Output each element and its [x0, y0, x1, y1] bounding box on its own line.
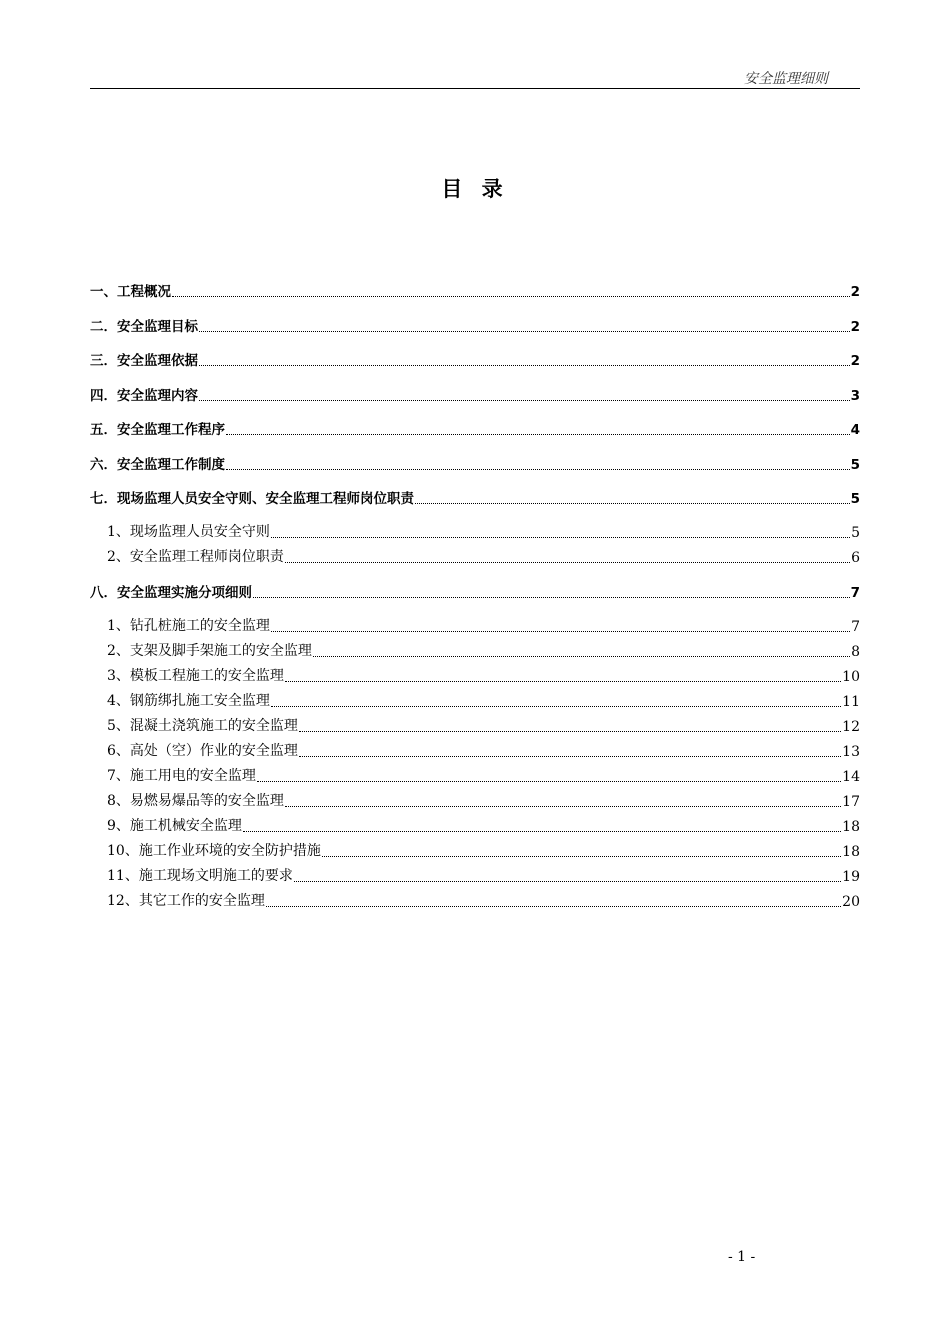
toc-page-number: 5	[850, 456, 860, 473]
toc-dot-leader	[271, 536, 850, 538]
toc-entry-label: 12、其它工作的安全监理	[107, 892, 265, 909]
toc-entry-label: 七．现场监理人员安全守则、安全监理工程师岗位职责	[90, 491, 414, 507]
toc-entry-label: 1、现场监理人员安全守则	[107, 524, 270, 540]
toc-entry-label: 四．安全监理内容	[90, 387, 198, 404]
toc-entry-label: 2、安全监理工程师岗位职责	[107, 549, 284, 565]
toc-page-number: 11	[842, 693, 860, 710]
toc-dot-leader	[243, 830, 841, 832]
toc-dot-leader	[199, 399, 850, 401]
toc-dot-leader	[285, 805, 841, 807]
toc-page-number: 5	[851, 525, 860, 541]
header-rule	[90, 88, 860, 89]
toc-entry[interactable]	[90, 384, 860, 404]
toc-dot-leader	[199, 330, 850, 332]
toc-dot-leader	[172, 295, 850, 297]
toc-dot-leader	[299, 730, 841, 732]
toc-entry-label: 六．安全监理工作制度	[90, 456, 225, 473]
toc-entry-label: 一、工程概况	[90, 284, 171, 300]
toc-page-number: 18	[842, 818, 860, 835]
toc-entry[interactable]	[90, 453, 860, 473]
toc-subentry[interactable]	[90, 715, 860, 735]
toc-page-number: 17	[842, 793, 860, 810]
toc-subentry[interactable]	[90, 521, 860, 541]
toc-entry-label: 7、施工用电的安全监理	[107, 767, 256, 784]
toc-page-number: 18	[842, 843, 860, 860]
toc-entry[interactable]	[90, 280, 860, 300]
toc-page-number: 2	[850, 284, 860, 300]
toc-subentry[interactable]	[90, 740, 860, 760]
toc-page-number: 5	[850, 491, 860, 507]
toc-entry-label: 9、施工机械安全监理	[107, 817, 242, 834]
toc-page-number: 2	[850, 318, 860, 335]
toc-entry-label: 二．安全监理目标	[90, 318, 198, 335]
toc-entry[interactable]	[90, 581, 860, 601]
toc-entry-label: 2、支架及脚手架施工的安全监理	[107, 642, 312, 659]
toc-subentry[interactable]	[90, 690, 860, 710]
toc-page-number: 8	[851, 643, 860, 660]
toc-dot-leader	[415, 502, 850, 504]
toc-page-number: 6	[851, 550, 860, 566]
toc-page-number: 7	[851, 618, 860, 635]
toc-entry[interactable]	[90, 487, 860, 507]
toc-entry-label: 8、易燃易爆品等的安全监理	[107, 792, 284, 809]
toc-dot-leader	[285, 680, 841, 682]
toc-title: 目 录	[441, 177, 509, 201]
toc-dot-leader	[226, 433, 850, 435]
toc-dot-leader	[266, 905, 841, 907]
toc-subentry[interactable]	[90, 890, 860, 910]
toc-subentry[interactable]	[90, 665, 860, 685]
toc-dot-leader	[257, 780, 841, 782]
toc-dot-leader	[226, 468, 850, 470]
toc-page-number: 12	[842, 718, 860, 735]
toc-page-number: 2	[850, 353, 860, 369]
toc-page-number: 7	[850, 584, 860, 601]
page-number: - 1 -	[728, 1249, 756, 1265]
toc-dot-leader	[271, 705, 841, 707]
toc-subentry[interactable]	[90, 640, 860, 660]
toc-subentry[interactable]	[90, 546, 860, 566]
toc-dot-leader	[299, 755, 841, 757]
toc-page-number: 4	[850, 422, 860, 438]
toc-subentry[interactable]	[90, 865, 860, 885]
toc-subentry[interactable]	[90, 815, 860, 835]
toc-dot-leader	[285, 561, 850, 563]
toc-subentry[interactable]	[90, 840, 860, 860]
toc-subentry[interactable]	[90, 615, 860, 635]
toc-entry-label: 三．安全监理依据	[90, 353, 198, 369]
toc-entry[interactable]	[90, 349, 860, 369]
toc-dot-leader	[271, 630, 850, 632]
toc-entry-label: 1、钻孔桩施工的安全监理	[107, 617, 270, 634]
toc-entry-label: 3、模板工程施工的安全监理	[107, 667, 284, 684]
toc-page-number: 20	[842, 893, 860, 910]
running-header: 安全监理细则	[744, 71, 828, 87]
toc-entry[interactable]	[90, 315, 860, 335]
toc-entry-label: 6、高处（空）作业的安全监理	[107, 742, 298, 759]
toc-page-number: 13	[842, 743, 860, 760]
toc-entry-label: 10、施工作业环境的安全防护措施	[107, 842, 321, 859]
toc-entry-label: 11、施工现场文明施工的要求	[107, 867, 293, 884]
toc-page-number: 19	[842, 868, 860, 885]
toc-page-number: 3	[850, 387, 860, 404]
toc-page-number: 10	[842, 668, 860, 685]
toc-subentry[interactable]	[90, 790, 860, 810]
toc-dot-leader	[322, 855, 841, 857]
toc-dot-leader	[199, 364, 850, 366]
toc-entry[interactable]	[90, 418, 860, 438]
toc-page-number: 14	[842, 768, 860, 785]
toc-entry-label: 5、混凝土浇筑施工的安全监理	[107, 717, 298, 734]
toc-entry-label: 八．安全监理实施分项细则	[90, 584, 252, 601]
toc-dot-leader	[294, 880, 841, 882]
toc-dot-leader	[253, 596, 850, 598]
toc-dot-leader	[313, 655, 850, 657]
toc-entry-label: 五．安全监理工作程序	[90, 422, 225, 438]
toc-subentry[interactable]	[90, 765, 860, 785]
toc-entry-label: 4、钢筋绑扎施工安全监理	[107, 692, 270, 709]
